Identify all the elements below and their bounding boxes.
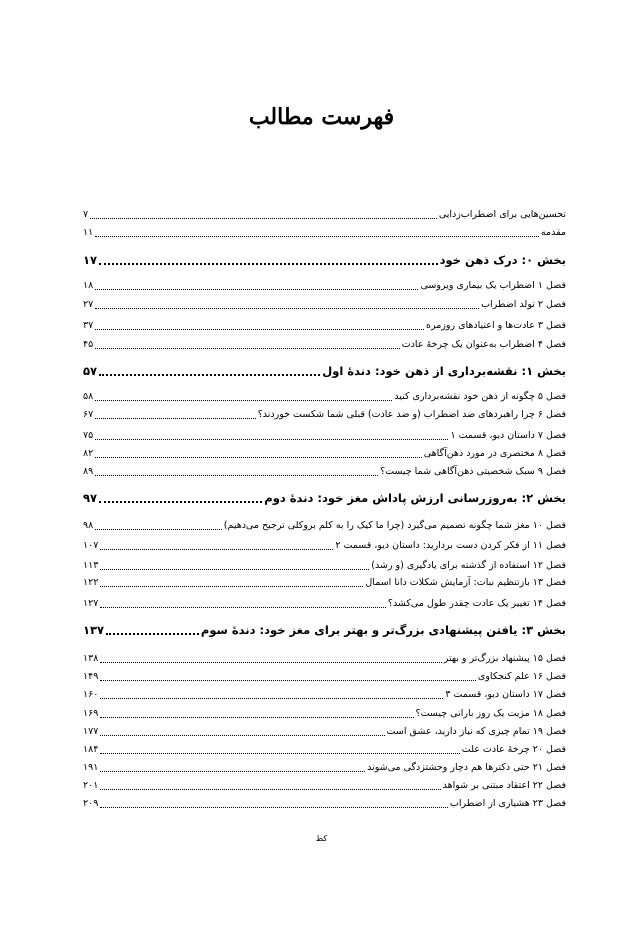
dot-leader	[95, 439, 448, 440]
toc-entry[interactable]	[83, 559, 566, 573]
entry-title: فصل ۳ عادت‌ها و اعتیادهای روزمره	[426, 320, 566, 331]
dot-leader	[95, 400, 392, 401]
toc-entry[interactable]	[83, 779, 566, 793]
entry-title: فصل ۱۹ تمام چیزی که نیاز دارید، عشق است	[386, 726, 566, 737]
entry-page: ۷۵	[83, 430, 94, 441]
entry-title: فصل ۱۸ مزیت یک روز بارانی چیست؟	[415, 708, 566, 719]
toc-entry[interactable]	[83, 670, 566, 684]
entry-title: فصل ۴ اضطراب به‌عنوان یک چرخهٔ عادت	[401, 339, 566, 350]
entry-page: ۸۹	[83, 466, 94, 477]
toc-entry[interactable]	[83, 597, 566, 611]
entry-title: فصل ۱۷ داستان دیو، قسمت ۳	[445, 689, 566, 700]
toc-entry[interactable]	[83, 797, 566, 811]
entry-page: ۸۲	[83, 448, 94, 459]
dot-leader	[100, 586, 363, 587]
toc-part-heading[interactable]	[83, 490, 566, 506]
entry-title: فصل ۱۳ بازتنظیم نبات: آزمایش شکلات دانا اسمال	[365, 577, 566, 588]
toc-entry[interactable]	[83, 465, 566, 479]
entry-page: ۱۳۸	[83, 653, 99, 664]
entry-page: ۵۸	[83, 391, 94, 402]
entry-page: ۹۸	[83, 520, 94, 531]
page-number: کط	[315, 834, 328, 843]
dot-leader	[95, 236, 539, 237]
entry-title: فصل ۵ چگونه از ذهن خود نقشه‌برداری کنید	[394, 391, 566, 402]
dot-leader	[95, 308, 479, 309]
toc-entry[interactable]	[83, 319, 566, 333]
entry-page: ۱۲۷	[83, 598, 99, 609]
toc-part-heading[interactable]	[83, 252, 566, 268]
toc-part-heading[interactable]	[83, 363, 566, 379]
entry-page: ۱۱۳	[83, 560, 99, 571]
dot-leader	[100, 549, 333, 550]
dot-leader	[95, 529, 222, 530]
entry-page: ۱۹۱	[83, 762, 99, 773]
entry-title: بخش ۱: نقشه‌برداری از ذهن خود: دندهٔ اول	[322, 364, 566, 378]
dot-leader	[90, 218, 437, 219]
entry-title: فصل ۱۱ از فکر کردن دست بردارید: داستان دیو، قسمت ۲	[335, 540, 566, 551]
dot-leader	[95, 418, 256, 419]
dot-leader	[99, 501, 262, 503]
entry-title: فصل ۲۱ حتی دکترها هم دچار وحشتزدگی می‌شوند	[367, 762, 566, 773]
dot-leader	[100, 717, 413, 718]
toc-entry[interactable]	[83, 743, 566, 757]
entry-page: ۱۷۷	[83, 726, 99, 737]
entry-title: فصل ۲۰ چرخهٔ عادت علت	[461, 744, 566, 755]
dot-leader	[100, 771, 365, 772]
toc-entry[interactable]	[83, 761, 566, 775]
dot-leader	[95, 457, 422, 458]
toc-entry[interactable]	[83, 429, 566, 443]
entry-title: فصل ۶ چرا راهبردهای ضد اضطراب (و ضد عادت) قبلی شما شکست خوردند؟	[257, 409, 566, 420]
toc-entry[interactable]	[83, 298, 566, 312]
dot-leader	[100, 680, 476, 681]
dot-leader	[95, 329, 424, 330]
dot-leader	[100, 789, 440, 790]
dot-leader	[100, 569, 369, 570]
entry-page: ۶۷	[83, 409, 94, 420]
entry-title: فصل ۲۳ هشیاری از اضطراب	[449, 798, 566, 809]
entry-title: فصل ۷ داستان دیو، قسمت ۱	[450, 430, 566, 441]
entry-title: مقدمه	[540, 227, 566, 238]
entry-title: فصل ۱۰ مغز شما چگونه تصمیم می‌گیرد (چرا ما کیک را به کلم بروکلی ترجیح می‌دهیم)	[223, 520, 566, 531]
entry-page: ۱۳۷	[83, 623, 105, 637]
entry-title: بخش ۲: به‌روزرسانی ارزش پاداش مغز خود: دندهٔ دوم	[264, 491, 566, 505]
toc-entry[interactable]	[83, 208, 566, 222]
entry-title: فصل ۱ اضطراب یک بیماری ویروسی	[420, 280, 566, 291]
entry-page: ۱۶۹	[83, 708, 99, 719]
entry-title: بخش ۳: یافتن پیشنهادی بزرگ‌تر و بهتر برای مغز خود: دندهٔ سوم	[200, 623, 566, 637]
toc-entry[interactable]	[83, 688, 566, 702]
dot-leader	[100, 662, 441, 663]
dot-leader	[99, 374, 320, 376]
toc-entry[interactable]	[83, 519, 566, 533]
entry-page: ۱۶۰	[83, 689, 99, 700]
dot-leader	[100, 698, 443, 699]
toc-entry[interactable]	[83, 539, 566, 553]
entry-page: ۱۴۹	[83, 671, 99, 682]
entry-page: ۱۱	[83, 227, 94, 238]
entry-page: ۳۷	[83, 320, 94, 331]
toc-entry[interactable]	[83, 707, 566, 721]
toc-entry[interactable]	[83, 725, 566, 739]
dot-leader	[100, 807, 448, 808]
entry-title: فصل ۲ تولد اضطراب	[481, 299, 566, 310]
toc-entry[interactable]	[83, 408, 566, 422]
entry-page: ۱۸	[83, 280, 94, 291]
entry-title: فصل ۱۴ تغییر یک عادت چقدر طول می‌کشد؟	[387, 598, 566, 609]
dot-leader	[95, 348, 399, 349]
entry-page: ۱۷	[83, 253, 98, 267]
entry-page: ۱۸۴	[83, 744, 99, 755]
toc-entry[interactable]	[83, 338, 566, 352]
entry-title: فصل ۲۲ اعتقاد مبتنی بر شواهد	[442, 780, 566, 791]
page-title: فهرست مطالب	[248, 104, 395, 130]
dot-leader	[99, 263, 438, 265]
toc-entry[interactable]	[83, 652, 566, 666]
entry-title: فصل ۱۶ علم کنجکاوی	[477, 671, 566, 682]
entry-title: فصل ۹ سبک شخصیتی ذهن‌آگاهی شما چیست؟	[380, 466, 566, 477]
toc-entry[interactable]	[83, 226, 566, 240]
entry-title: فصل ۱۲ استفاده از گذشته برای یادگیری (و رشد)	[371, 560, 566, 571]
entry-page: ۷	[83, 209, 89, 220]
entry-page: ۵۷	[83, 364, 98, 378]
toc-part-heading[interactable]	[83, 622, 566, 638]
dot-leader	[106, 633, 199, 635]
dot-leader	[95, 475, 378, 476]
dot-leader	[100, 753, 459, 754]
entry-title: تحسین‌هایی برای اضطراب‌زدایی	[438, 209, 566, 220]
entry-page: ۲۷	[83, 299, 94, 310]
entry-page: ۲۰۱	[83, 780, 99, 791]
entry-title: فصل ۱۵ پیشنهاد بزرگ‌تر و بهتر	[443, 653, 566, 664]
toc-entry[interactable]	[83, 390, 566, 404]
dot-leader	[95, 289, 418, 290]
toc-entry[interactable]	[83, 576, 566, 590]
entry-page: ۱۰۷	[83, 540, 99, 551]
toc-entry[interactable]	[83, 279, 566, 293]
entry-page: ۹۷	[83, 491, 98, 505]
entry-title: بخش ۰: درک ذهن خود	[439, 253, 566, 267]
dot-leader	[100, 607, 386, 608]
entry-title: فصل ۸ مختصری در مورد ذهن‌آگاهی	[423, 448, 566, 459]
toc-entry[interactable]	[83, 447, 566, 461]
entry-page: ۴۵	[83, 339, 94, 350]
dot-leader	[100, 735, 384, 736]
entry-page: ۲۰۹	[83, 798, 99, 809]
entry-page: ۱۲۲	[83, 577, 99, 588]
